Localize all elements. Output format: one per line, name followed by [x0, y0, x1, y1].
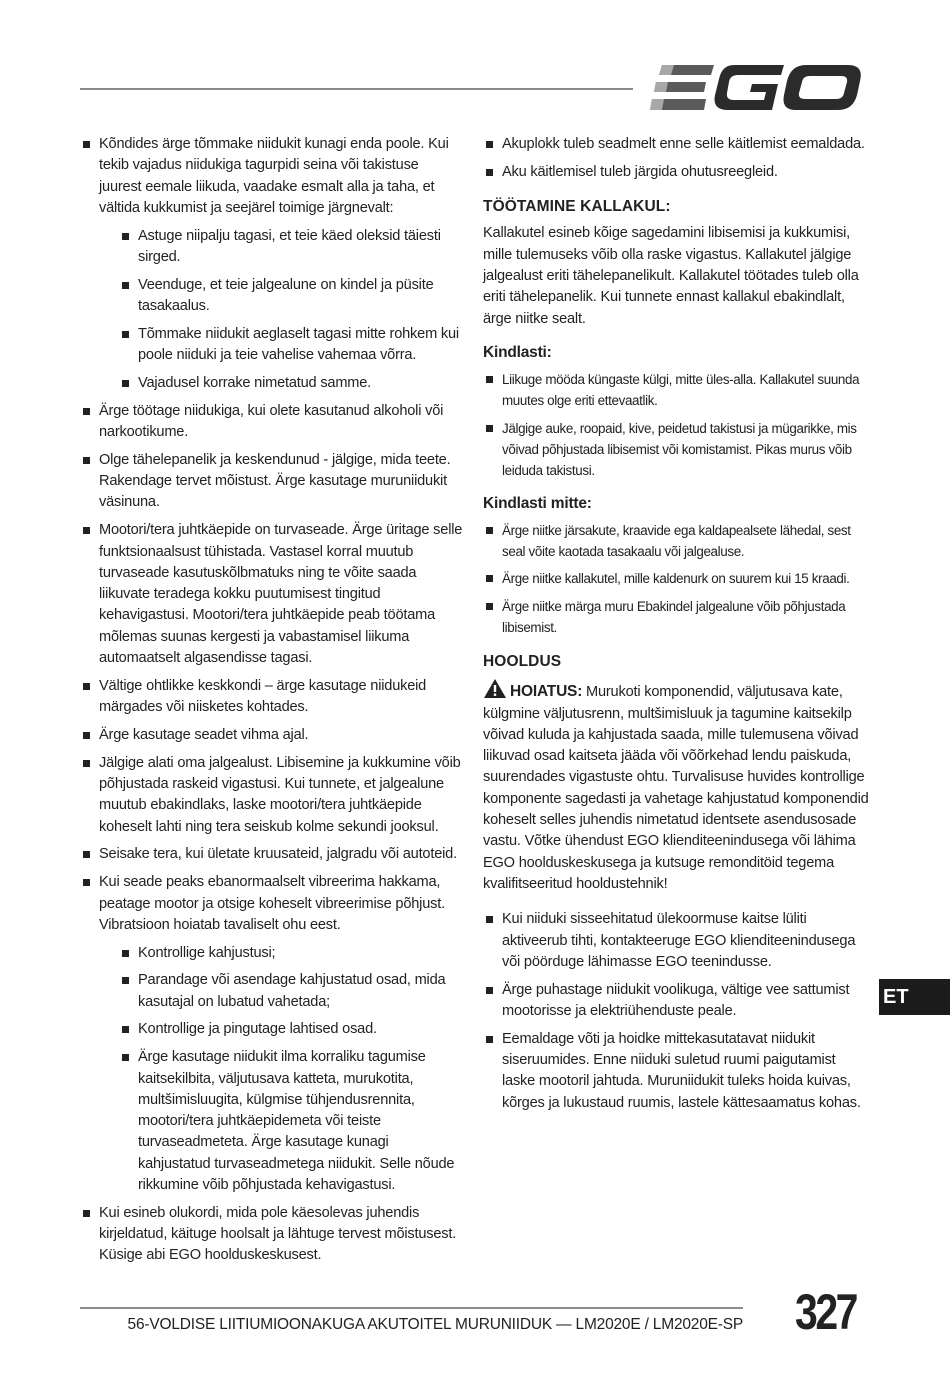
list-item: Jälgige auke, roopaid, kive, peidetud takistusi ja mügarikke, mis võivad põhjustada libisemist või komistamist. Pikas murus võib leiduda takistusi.	[483, 418, 869, 481]
language-tab: ET	[879, 979, 950, 1015]
list-item: Aku käitlemisel tuleb järgida ohutusreegleid.	[483, 162, 869, 183]
list-item: Liikuge mööda küngaste külgi, mitte üles-alla. Kallakutel suunda muutes olge eriti ettevaatlik.	[483, 369, 869, 411]
maintenance-heading: HOOLDUS	[483, 652, 562, 670]
list-item: Ärge puhastage niidukit voolikuga, vältige vee sattumist mootorisse ja elektriühenduste peale.	[483, 980, 869, 1023]
warning-label: HOIATUS:	[510, 683, 583, 701]
list-item	[80, 134, 464, 394]
warning-text: Murukoti komponendid, väljutusava kate, külgmine väljutusrenn, multšimisluuk ja tagumine kaitsekilp võivad kuluda ja kahjustada saada, mille tulemusena võivad liikuvad osad kaitseta jääda või võõrkehad lendu paiskuda, suurendades vigastuste ohtu. Turvalisuse huvides kontrollige komponente sagedasti ja vahetage kahjustatud komponendid koheselt selles juhendis nimetatud identsete asendusosade vastu. Võtke ühendust EGO klienditeenindusega või lähima EGO hoolduskeskusega ja kutsuge remonditöid tegema kvalifitseeritud hooldustehnik!	[483, 684, 869, 892]
battery-list	[483, 134, 869, 183]
maintenance-list	[483, 909, 869, 1114]
do-list	[483, 369, 869, 481]
slope-paragraph: Kallakutel esineb kõige sagedamini libisemisi ja kukkumisi, mille tulemuseks võib olla raske vigastus. Kallakutel jälgige jalgealust eriti tähelepanelikult. Kallakutel töötades tuleb olla eriti tähelepanelik. Kui tunnete ennast kallakul ebakindlalt, ärge niitke sealt.	[483, 225, 859, 327]
list-item: Mootori/tera juhtkäepide on turvaseade. Ärge üritage selle funktsionaalsust tühistada. Vastasel korral muutub turvaseade kasutuskõlbmatuks ning te võite saada liikuvate teradega kokku puutumisest tingitud kehavigastusi. Mootori/tera juhtkäepide peab töötama mõlemas suunas kergesti ja vabastamisel liikuma automaatselt algasendisse tagasi.	[80, 520, 464, 669]
page-number: 327	[795, 1284, 857, 1340]
sub-list-item: Tõmmake niidukit aeglaselt tagasi mitte rohkem kui poole niiduki ja teie vahelise vahemaa võrra.	[119, 324, 464, 367]
sub-list-item: Parandage või asendage kahjustatud osad, mida kasutajal on lubatud vahetada;	[119, 970, 464, 1013]
list-item-text: Kui seade peaks ebanormaalselt vibreerima hakkama, peatage mootor ja otsige koheselt vibreerimise põhjust. Vibratsioon hoiatab tavaliselt ohu eest.	[99, 874, 445, 933]
left-column	[80, 134, 464, 1273]
right-column	[483, 134, 869, 1120]
dont-list	[483, 520, 869, 638]
list-item: Kui esineb olukordi, mida pole käesolevas juhendis kirjeldatud, käituge hoolsalt ja lähtuge tervest mõistusest. Küsige abi EGO hoolduskeskusest.	[80, 1203, 464, 1267]
sub-list	[119, 226, 464, 395]
warning-triangle-icon	[483, 678, 507, 699]
dont-heading: Kindlasti mitte:	[483, 494, 592, 512]
list-item: Olge tähelepanelik ja keskendunud - jälgige, mida teete. Rakendage tervet mõistust. Ärge kasutage muruniidukit väsinuna.	[80, 450, 464, 514]
sub-list-item: Veenduge, et teie jalgealune on kindel ja püsite tasakaalus.	[119, 275, 464, 318]
list-item: Seisake tera, kui ületate kruusateid, jalgradu või autoteid.	[80, 844, 464, 865]
slope-heading: TÖÖTAMINE KALLAKUL:	[483, 198, 671, 216]
sub-list-item: Ärge kasutage niidukit ilma korraliku tagumise kaitsekilbita, väljutusava katteta, murukotita, multšimisluugita, külgmise tühjendusrennita, mootori/tera juhtkäepidemeta või teiste turvaseadmeteta. Ärge kasutage kunagi kahjustatud turvaseadmetega niidukit. Selle nõude rikkumine võib põhjustada kehavigastusi.	[119, 1047, 464, 1196]
list-item: Ärge niitke märga muru Ebakindel jalgealune võib põhjustada libisemist.	[483, 596, 869, 638]
do-heading: Kindlasti:	[483, 343, 552, 361]
list-item: Ärge niitke kallakutel, mille kaldenurk on suurem kui 15 kraadi.	[483, 568, 869, 589]
header-rule	[80, 88, 633, 90]
footer-title: 56-VOLDISE LIITIUMIOONAKUGA AKUTOITEL MURUNIIDUK — LM2020E / LM2020E-SP	[127, 1316, 743, 1333]
footer-rule	[80, 1307, 743, 1309]
ego-logo	[650, 62, 862, 114]
list-item: Ärge niitke järsakute, kraavide ega kaldapealsete lähedal, sest seal võite kaotada tasakaalu või jalgealuse.	[483, 520, 869, 562]
sub-list-item: Astuge niipalju tagasi, et teie käed oleksid täiesti sirged.	[119, 226, 464, 269]
list-item: Vältige ohtlikke keskkondi – ärge kasutage niidukeid märgades või niisketes kohtades.	[80, 676, 464, 719]
list-item: Ärge kasutage seadet vihma ajal.	[80, 725, 464, 746]
sub-list	[119, 943, 464, 1197]
warning-paragraph	[483, 678, 869, 895]
safety-list	[80, 134, 464, 1267]
list-item: Kui niiduki sisseehitatud ülekoormuse kaitse lüliti aktiveerub tihti, kontakteeruge EGO klienditeenindusega või pöörduge lähimasse EGO teenindusse.	[483, 909, 869, 973]
list-item	[80, 872, 464, 1196]
list-item: Akuplokk tuleb seadmelt enne selle käitlemist eemaldada.	[483, 134, 869, 155]
sub-list-item: Kontrollige kahjustusi;	[119, 943, 464, 964]
list-item: Jälgige alati oma jalgealust. Libisemine ja kukkumine võib põhjustada raskeid vigastusi. Kui tunnete, et jalgealune muutub ebakindlaks, laske mootori/tera juhtkäepide koheselt lahti ning tera seiskub kolme sekundi jooksul.	[80, 753, 464, 838]
sub-list-item: Kontrollige ja pingutage lahtised osad.	[119, 1019, 464, 1040]
list-item-text: Kõndides ärge tõmmake niidukit kunagi enda poole. Kui tekib vajadus niidukiga tagurpidi seina või takistuse juurest eemale liikuda, vaadake esmalt alla ja taha, et vältida kukkumist ja seejärel toimige järgnevalt:	[99, 136, 449, 216]
list-item: Eemaldage võti ja hoidke mittekasutatavat niidukit siseruumides. Enne niiduki suletud ruumi paigutamist laske mootoril jahtuda. Muruniidukit tuleks hoida kuivas, kõrges ja lukustaud ruumis, lastele kättesaamatus kohas.	[483, 1029, 869, 1114]
list-item: Ärge töötage niidukiga, kui olete kasutanud alkoholi või narkootikume.	[80, 401, 464, 444]
sub-list-item: Vajadusel korrake nimetatud samme.	[119, 373, 464, 394]
